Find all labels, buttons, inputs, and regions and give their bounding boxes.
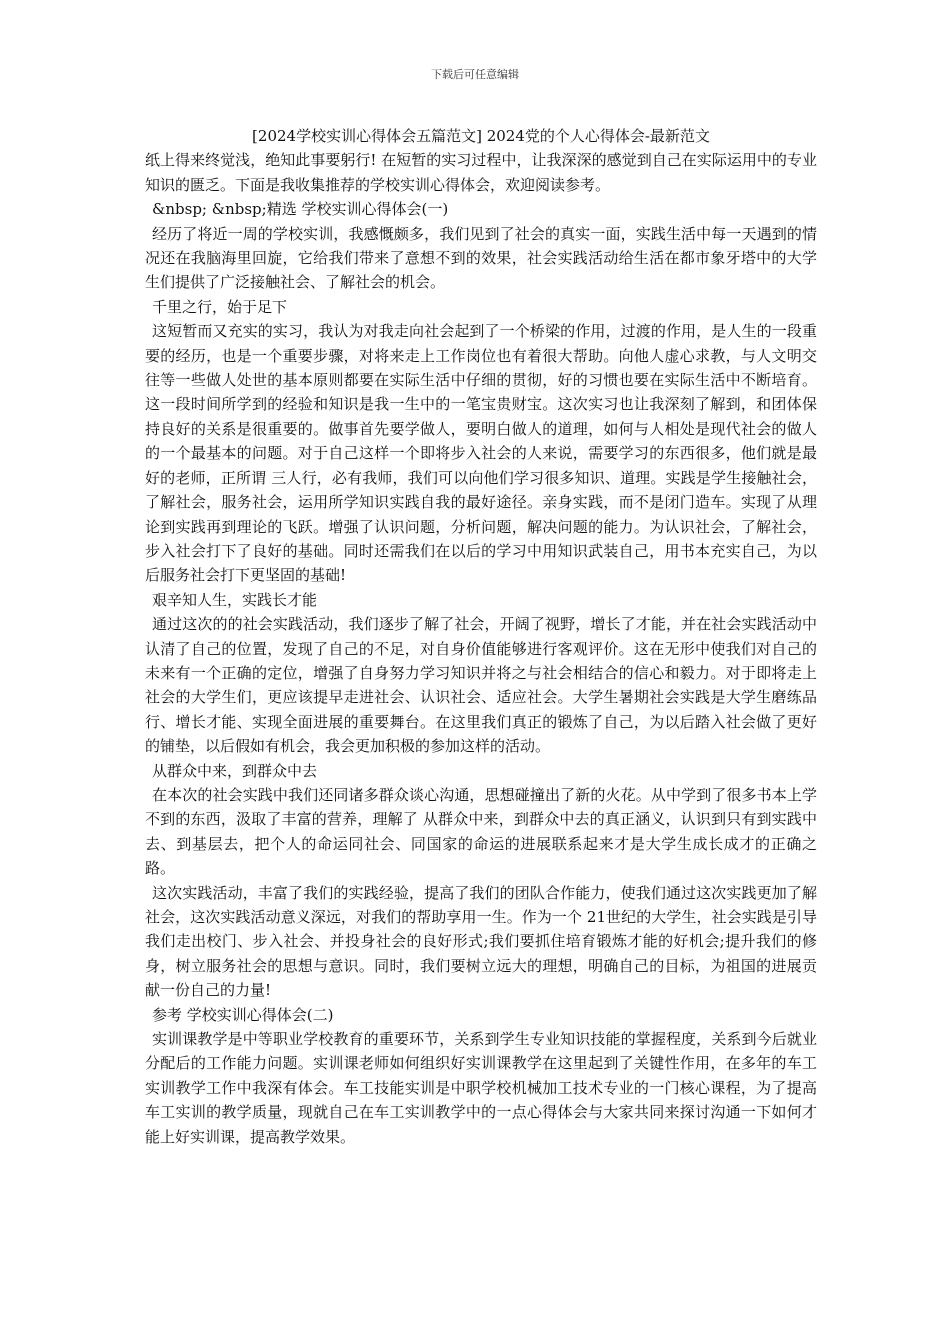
document-body bbox=[145, 124, 817, 1149]
header-note: 下载后可任意编辑 bbox=[431, 68, 519, 81]
subheading: 千里之行，始于足下 bbox=[152, 297, 288, 316]
body-paragraph: 这次实践活动，丰富了我们的实践经验，提高了我们的团队合作能力，使我们通过这次实践更加了解社会，这次实践活动意义深远，对我们的帮助享用一生。作为一个 21世纪的大学生，社会实践是引导我们走出校门、步入社会、并投身社会的良好形式;我们要抓住培育锻炼才能的好机会;提升我们的修身，树立服务社会的思想与意识。同时，我们要树立远大的理想，明确自己的目标，为祖国的进展贡献一份自己的力量! bbox=[145, 883, 817, 1000]
body-paragraph: 在本次的社会实践中我们还同诸多群众谈心沟通，思想碰撞出了新的火花。从中学到了很多书本上学不到的东西，汲取了丰富的营养，理解了 从群众中来，到群众中去的真正涵义，认识到只有到实践中去、到基层去，把个人的命运同社会、同国家的命运的进展联系起来才是大学生成长成才的正确之路。 bbox=[145, 785, 817, 878]
subheading: 从群众中来，到群众中去 bbox=[152, 761, 318, 780]
body-paragraph: 实训课教学是中等职业学校教育的重要环节，关系到学生专业知识技能的掌握程度，关系到今后就业分配后的工作能力问题。实训课老师如何组织好实训课教学在这里起到了关键性作用，在多年的车工实训教学工作中我深有体会。车工技能实训是中职学校机械加工技术专业的一门核心课程，为了提高车工实训的教学质量，现就自己在车工实训教学中的一点心得体会与大家共同来探讨沟通一下如何才能上好实训课，提高教学效果。 bbox=[145, 1030, 817, 1146]
body-paragraph: 通过这次的的社会实践活动，我们逐步了解了社会，开阔了视野，增长了才能，并在社会实践活动中认清了自己的位置，发现了自己的不足，对自身价值能够进行客观评价。这在无形中使我们对自己的未来有一个正确的定位，增强了自身努力学习知识并将之与社会相结合的信心和毅力。对于即将走上社会的大学生们，更应该提早走进社会、认识社会、适应社会。大学生暑期社会实践是大学生磨练品行、增长才能、实现全面进展的重要舞台。在这里我们真正的锻炼了自己，为以后踏入社会做了更好的铺垫，以后假如有机会，我会更加积极的参加这样的活动。 bbox=[145, 615, 817, 756]
document-title: [2024学校实训心得体会五篇范文] 2024党的个人心得体会-最新范文 bbox=[252, 127, 710, 145]
section-heading-1: &nbsp; &nbsp;精选 学校实训心得体会(一) bbox=[152, 200, 449, 219]
subheading: 艰辛知人生，实践长才能 bbox=[152, 590, 318, 609]
body-paragraph: 经历了将近一周的学校实训，我感慨颇多，我们见到了社会的真实一面，实践生活中每一天遇到的情况还在我脑海里回旋，它给我们带来了意想不到的效果，社会实践活动给生活在都市象牙塔中的大学生们提供了广泛接触社会、了解社会的机会。 bbox=[145, 224, 817, 292]
intro-paragraph: 纸上得来终觉浅，绝知此事要躬行! 在短暂的实习过程中，让我深深的感觉到自己在实际运用中的专业知识的匮乏。下面是我收集推荐的学校实训心得体会，欢迎阅读参考。 bbox=[145, 151, 817, 194]
section-heading-2: 参考 学校实训心得体会(二) bbox=[152, 1005, 334, 1024]
body-paragraph: 这短暂而又充实的实习，我认为对我走向社会起到了一个桥梁的作用，过渡的作用，是人生的一段重要的经历，也是一个重要步骤，对将来走上工作岗位也有着很大帮助。向他人虚心求教，与人文明交往等一些做人处世的基本原则都要在实际生活中仔细的贯彻，好的习惯也要在实际生活中不断培育。这一段时间所学到的经验和知识是我一生中的一笔宝贵财宝。这次实习也让我深刻了解到，和团体保持良好的关系是很重要的。做事首先要学做人，要明白做人的道理，如何与人相处是现代社会的做人的一个最基本的问题。对于自己这样一个即将步入社会的人来说，需要学习的东西很多，他们就是最好的老师，正所谓 三人行，必有我师，我们可以向他们学习很多知识、道理。实践是学生接触社会，了解社会，服务社会，运用所学知识实践自我的最好途径。亲身实践，而不是闭门造车。实现了从理论到实践再到理论的飞跃。增强了认识问题，分析问题，解决问题的能力。为认识社会，了解社会，步入社会打下了良好的基础。同时还需我们在以后的学习中用知识武装自己，用书本充实自己，为以后服务社会打下更坚固的基础! bbox=[145, 322, 817, 585]
